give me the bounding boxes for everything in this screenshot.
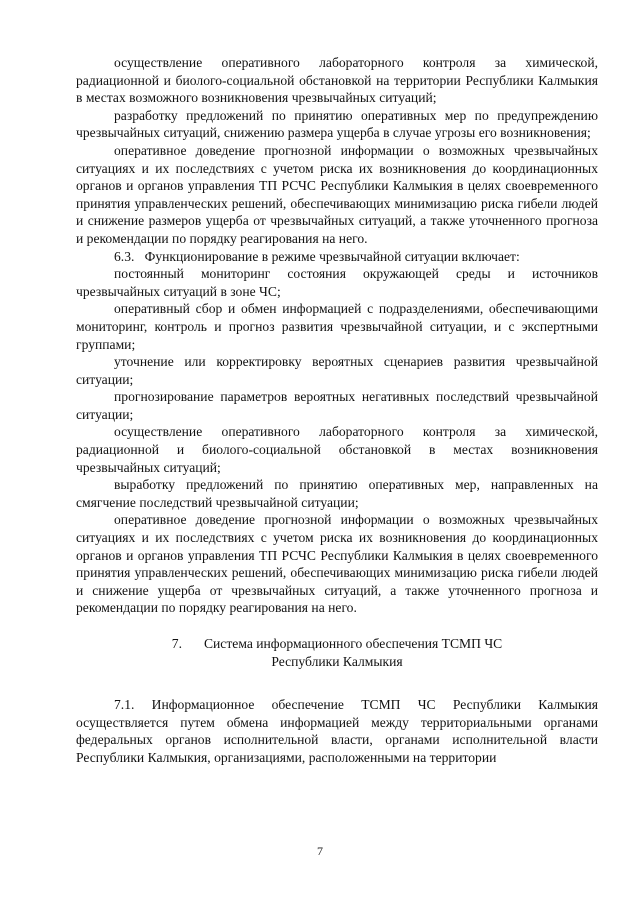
paragraph-section-6-3: 6.3. Функционирование в режиме чрезвычайной ситуации включает:	[114, 248, 520, 264]
section-heading	[76, 635, 598, 670]
paragraph-mitigation: выработку предложений по принятию оперативных мер, направленных на смягчение последствий чрезвычайной ситуации;	[76, 477, 598, 510]
paragraph-lab-control-emergency: осуществление оперативного лабораторного контроля за химической, радиационной и биолого-социальной обстановкой в местах возникновения чрезвычайных ситуаций;	[76, 424, 598, 475]
page-number: 7	[317, 844, 323, 858]
paragraph-proposals: разработку предложений по принятию оперативных мер по предупреждению чрезвычайных ситуаций, снижению размера ущерба в случае угрозы его возникновения;	[76, 107, 598, 141]
paragraph-monitoring: постоянный мониторинг состояния окружающей среды и источников чрезвычайных ситуаций в зоне ЧС;	[76, 266, 598, 299]
paragraph-info-exchange: оперативный сбор и обмен информацией с подразделениями, обеспечивающими мониторинг, контроль и прогноз развития чрезвычайной ситуации, и с экспертными группами;	[76, 301, 598, 352]
paragraph-consequences: прогнозирование параметров вероятных негативных последствий чрезвычайной ситуации;	[76, 389, 598, 422]
paragraph-scenarios: уточнение или корректировку вероятных сценариев развития чрезвычайной ситуации;	[76, 354, 598, 387]
paragraph-forecast-delivery: оперативное доведение прогнозной информации о возможных чрезвычайных ситуациях и их последствиях с учетом риска их возникновения до координационных органов и органов управления ТП РСЧС Республики Калмыкия в целях своевременного принятия управленческих решений, обеспечивающих минимизацию риска гибели людей и снижение размеров ущерба от чрезвычайных ситуаций, а также уточненного прогноза и рекомендации по порядку реагирования на него.	[76, 142, 598, 246]
paragraph-lab-control: осуществление оперативного лабораторного контроля за химической, радиационной и биолого-социальной обстановкой на территории Республики Калмыкия в местах возможного возникновения чрезвычайных ситуаций;	[76, 55, 598, 106]
section-number: 7.	[171, 636, 182, 651]
section-title: Система информационного обеспечения ТСМП ЧС	[203, 636, 503, 651]
document-page	[76, 54, 598, 767]
paragraph-7-1: 7.1. Информационное обеспечение ТСМП ЧС Республики Калмыкия осуществляется путем обмена информацией между территориальными органами федеральных органов исполнительной власти, органами исполнительной власти Республики Калмыкия, организациями, расположенными на территории	[76, 697, 598, 765]
section-heading-line-2: Республики Калмыкия	[271, 653, 403, 669]
section-heading-line-1	[76, 635, 598, 653]
paragraph-forecast-delivery-emergency: оперативное доведение прогнозной информации о возможных чрезвычайных ситуациях и их последствиях с учетом риска их возникновения до координационных органов и органов управления ТП РСЧС Республики Калмыкия в целях своевременного принятия управленческих решений, обеспечивающих минимизацию риска гибели людей и снижение ущерба от чрезвычайных ситуаций, а также уточненного прогноза и рекомендации по порядку реагирования на него.	[76, 512, 598, 616]
